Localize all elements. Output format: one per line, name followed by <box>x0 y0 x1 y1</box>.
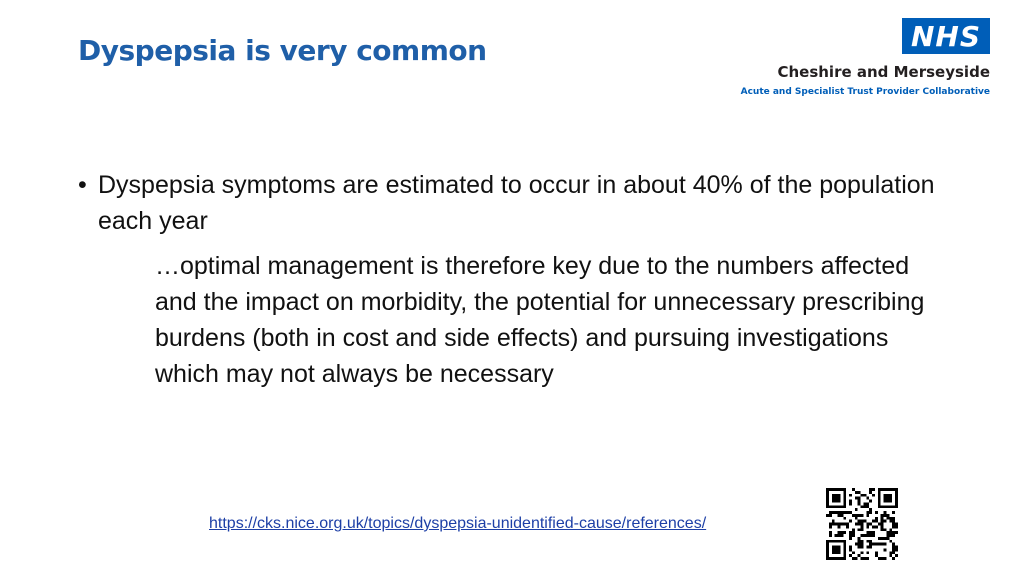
sub-paragraph: …optimal management is therefore key due to the numbers affected and the impact on morbidity, the potential for unnecessary prescribing burdens (both in cost and side effects) and pursuing investigations which may not always be necessary <box>155 252 925 388</box>
slide-title: Dyspepsia is very common <box>78 34 487 67</box>
organisation-subtitle: Acute and Specialist Trust Provider Collaborative <box>740 87 990 97</box>
bullet-point <box>78 167 958 239</box>
organisation-name: Cheshire and Merseyside <box>777 63 990 81</box>
nhs-logo <box>730 18 990 102</box>
bullet-text: Dyspepsia symptoms are estimated to occur in about 40% of the population each year <box>98 171 935 235</box>
reference-link[interactable]: https://cks.nice.org.uk/topics/dyspepsia-unidentified-cause/references/ <box>209 515 707 532</box>
qr-code-icon <box>826 488 898 560</box>
nhs-badge-text: NHS <box>910 19 982 53</box>
nhs-badge <box>902 18 990 54</box>
bullet-marker: • <box>78 171 87 199</box>
